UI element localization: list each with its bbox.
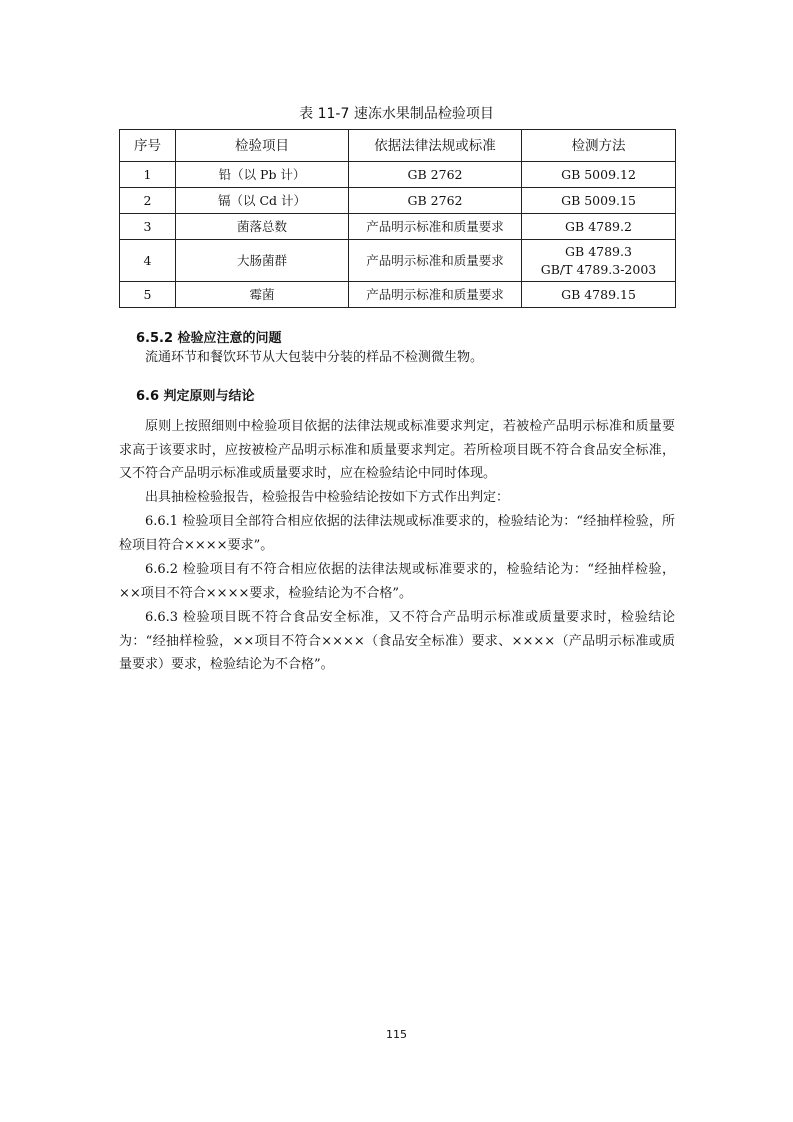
inspection-items-table bbox=[119, 129, 676, 308]
table-row bbox=[120, 162, 676, 188]
paragraph-6-6-3: 6.6.3 检验项目既不符合食品安全标准，又不符合产品明示标准或质量要求时，检验结论为：“经抽样检验，××项目不符合××××（食品安全标准）要求、××××（产品明示标准或质量要求）要求，检验结论为不合格”。 bbox=[119, 610, 675, 672]
cell-basis: 产品明示标准和质量要求 bbox=[349, 240, 522, 282]
cell-basis: 产品明示标准和质量要求 bbox=[349, 282, 522, 308]
cell-item: 铅（以 Pb 计） bbox=[176, 162, 349, 188]
cell-method: GB 4789.2 bbox=[522, 214, 676, 240]
header-no: 序号 bbox=[120, 130, 176, 162]
cell-no: 3 bbox=[120, 214, 176, 240]
paragraph-report-intro: 出具抽检检验报告，检验报告中检验结论按如下方式作出判定： bbox=[145, 490, 510, 505]
section-heading-6-5-2: 6.5.2 检验应注意的问题 bbox=[136, 331, 282, 346]
paragraph-6-6-1: 6.6.1 检验项目全部符合相应依据的法律法规或标准要求的，检验结论为：“经抽样检验，所检项目符合××××要求”。 bbox=[119, 514, 675, 553]
cell-item: 镉（以 Cd 计） bbox=[176, 188, 349, 214]
cell-item: 菌落总数 bbox=[176, 214, 349, 240]
method-line: GB/T 4789.3-2003 bbox=[540, 261, 657, 277]
cell-method: GB 5009.15 bbox=[522, 188, 676, 214]
paragraph-judgement-principle: 原则上按照细则中检验项目依据的法律法规或标准要求判定，若被检产品明示标准和质量要求高于该要求时，应按被检产品明示标准和质量要求判定。若所检项目既不符合食品安全标准，又不符合产品明示标准或质量要求时，应在检验结论中同时体现。 bbox=[119, 419, 675, 481]
table-row bbox=[120, 188, 676, 214]
cell-basis: 产品明示标准和质量要求 bbox=[349, 214, 522, 240]
cell-method: GB 5009.12 bbox=[522, 162, 676, 188]
table-header-row bbox=[120, 130, 676, 162]
table-row bbox=[120, 282, 676, 308]
header-method: 检测方法 bbox=[522, 130, 676, 162]
section-heading-6-6: 6.6 判定原则与结论 bbox=[136, 389, 255, 404]
cell-method: GB 4789.15 bbox=[522, 282, 676, 308]
page-number: 115 bbox=[386, 1028, 407, 1041]
table-caption: 表 11-7 速冻水果制品检验项目 bbox=[299, 106, 494, 122]
cell-no: 5 bbox=[120, 282, 176, 308]
method-line: GB 4789.3 bbox=[565, 243, 632, 259]
header-item: 检验项目 bbox=[176, 130, 349, 162]
cell-item: 大肠菌群 bbox=[176, 240, 349, 282]
cell-no: 4 bbox=[120, 240, 176, 282]
paragraph-6-6-2: 6.6.2 检验项目有不符合相应依据的法律法规或标准要求的，检验结论为：“经抽样检验，××项目不符合××××要求，检验结论为不合格”。 bbox=[119, 562, 675, 601]
table-row bbox=[120, 214, 676, 240]
paragraph-microbe-note: 流通环节和餐饮环节从大包装中分装的样品不检测微生物。 bbox=[145, 350, 484, 365]
cell-item: 霉菌 bbox=[176, 282, 349, 308]
header-basis: 依据法律法规或标准 bbox=[349, 130, 522, 162]
cell-no: 2 bbox=[120, 188, 176, 214]
cell-basis: GB 2762 bbox=[349, 188, 522, 214]
table-row bbox=[120, 240, 676, 282]
cell-no: 1 bbox=[120, 162, 176, 188]
cell-method bbox=[522, 240, 676, 282]
cell-basis: GB 2762 bbox=[349, 162, 522, 188]
